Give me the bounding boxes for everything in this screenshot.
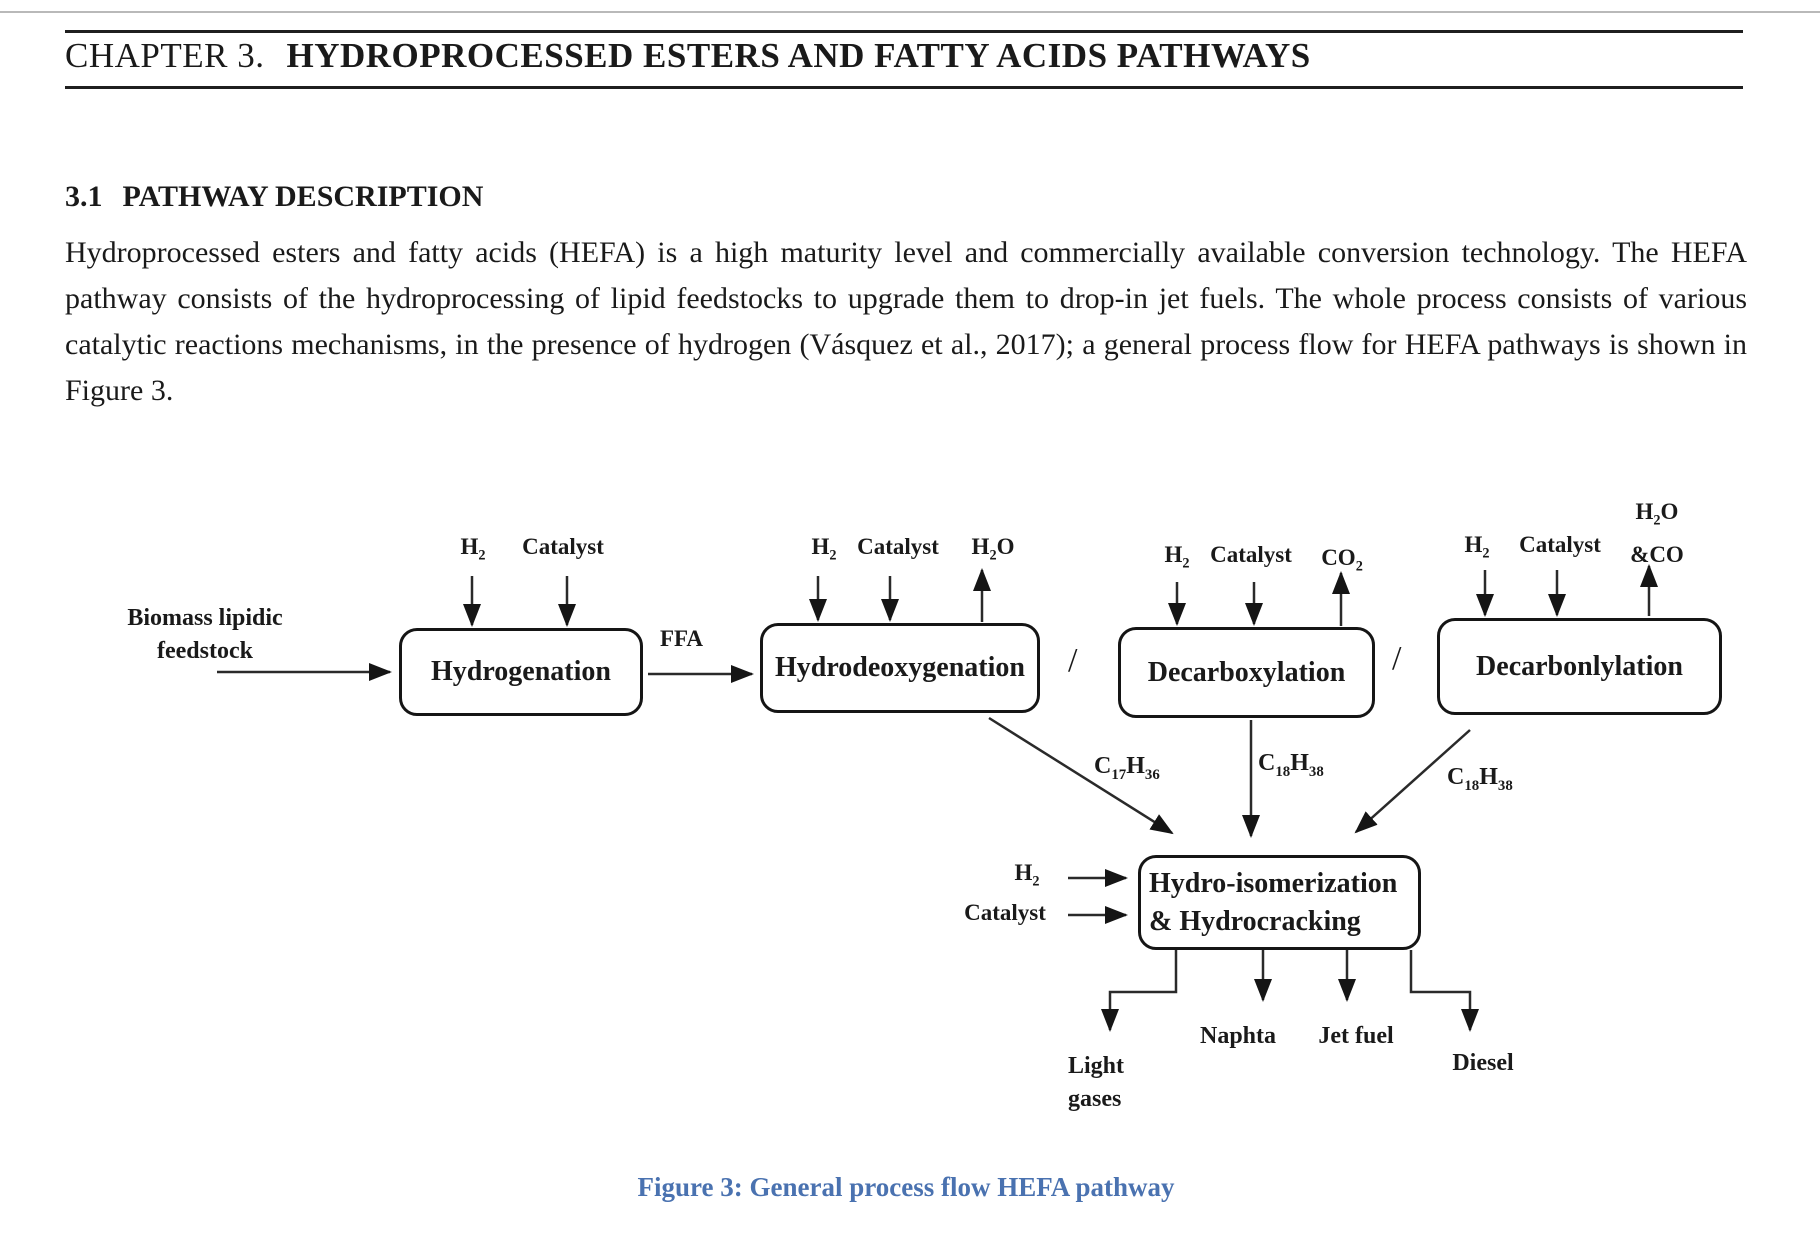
catalyst-label-decarboxylation: Catalyst: [1210, 542, 1292, 567]
diesel-label: Diesel: [1452, 1050, 1514, 1076]
figure-caption: Figure 3: General process flow HEFA pathway: [637, 1172, 1175, 1202]
arrow-output-light-gases: [1110, 950, 1176, 1030]
h2-label-hydroisomerization: $H_2$: [1014, 860, 1040, 890]
jet-fuel-label: Jet fuel: [1318, 1023, 1394, 1049]
chapter-heading: [65, 36, 1311, 76]
c18h38-label-middle: $C_{18}H_{38}$: [1258, 750, 1324, 780]
page-top-divider: [0, 11, 1820, 13]
hydroisomerization-box: [1138, 855, 1421, 950]
co2-label-decarboxylation: $CO_2$: [1321, 545, 1363, 575]
route-separator-slash-2: /: [1392, 640, 1402, 677]
section-heading: [65, 180, 483, 214]
h2-label-hydrogenation: $H_2$: [460, 534, 486, 564]
light-gases-label-line1: Light: [1068, 1053, 1125, 1079]
h2o-co-label-line2: &CO: [1630, 541, 1684, 567]
light-gases-label-line2: gases: [1068, 1086, 1122, 1112]
ffa-label: FFA: [660, 626, 704, 651]
h2-label-hydrodeoxygenation: $H_2$: [811, 534, 837, 564]
h2-label-decarbonylation: $H_2$: [1464, 532, 1490, 562]
catalyst-label-decarbonylation: Catalyst: [1519, 532, 1601, 557]
chapter-number: CHAPTER 3.: [65, 36, 265, 75]
flow-arrows-layer: [0, 470, 1820, 1130]
pathway-description-paragraph: Hydroprocessed esters and fatty acids (HEFA) is a high maturity level and commercially available conversion technology. The HEFA pathway consists of the hydroprocessing of lipid feedstocks to upgrade them to drop-in jet fuels. The whole process consists of various catalytic reactions mechanisms, in the presence of hydrogen (Vásquez et al., 2017); a general process flow for HEFA pathways is shown in Figure 3.: [65, 236, 1747, 407]
decarboxylation-box: [1118, 627, 1375, 718]
hydrogenation-box-label: Hydrogenation: [431, 656, 611, 687]
catalyst-label-hydrogenation: Catalyst: [522, 534, 604, 559]
decarboxylation-box-label: Decarboxylation: [1147, 656, 1346, 688]
hydroisomerization-box-label-line1: Hydro-isomerization: [1149, 867, 1398, 899]
h2o-label-hydrodeoxygenation: $H_2O$: [971, 534, 1015, 564]
feedstock-label-line1: Biomass lipidic: [127, 605, 283, 631]
hydrodeoxygenation-box: [760, 623, 1040, 713]
light-gases-label: [1068, 1050, 1124, 1116]
catalyst-label-hydroisomerization: Catalyst: [964, 900, 1046, 925]
naphta-label: Naphta: [1199, 1023, 1277, 1049]
hydroisomerization-box-label-line2: & Hydrocracking: [1149, 905, 1361, 937]
feedstock-label: [127, 602, 282, 668]
chapter-rule-top: [65, 30, 1743, 33]
h2o-co-label-line1: $H_2O$: [1635, 499, 1679, 529]
chapter-rule-bottom: [65, 86, 1743, 89]
h2-label-decarboxylation: $H_2$: [1164, 542, 1190, 572]
hydrogenation-box: [399, 628, 643, 716]
section-title: PATHWAY DESCRIPTION: [122, 180, 484, 213]
hydrodeoxygenation-box-label: Hydrodeoxygenation: [775, 652, 1025, 683]
h2o-co-label-decarbonylation: [1630, 495, 1684, 571]
c18h38-label-right: $C_{18}H_{38}$: [1447, 764, 1513, 794]
feedstock-label-line2: feedstock: [157, 638, 253, 664]
decarbonylation-box-label: Decarbonlylation: [1476, 650, 1683, 682]
decarbonylation-box: [1437, 618, 1722, 715]
c17h36-label: $C_{17}H_{36}$: [1094, 753, 1160, 783]
section-number: 3.1: [65, 180, 103, 213]
chapter-title: HYDROPROCESSED ESTERS AND FATTY ACIDS PATHWAYS: [286, 36, 1311, 75]
catalyst-label-hydrodeoxygenation: Catalyst: [857, 534, 939, 559]
arrow-output-diesel: [1411, 950, 1470, 1030]
route-separator-slash-1: /: [1068, 642, 1078, 679]
hefa-process-flow-diagram: [0, 470, 1820, 1130]
